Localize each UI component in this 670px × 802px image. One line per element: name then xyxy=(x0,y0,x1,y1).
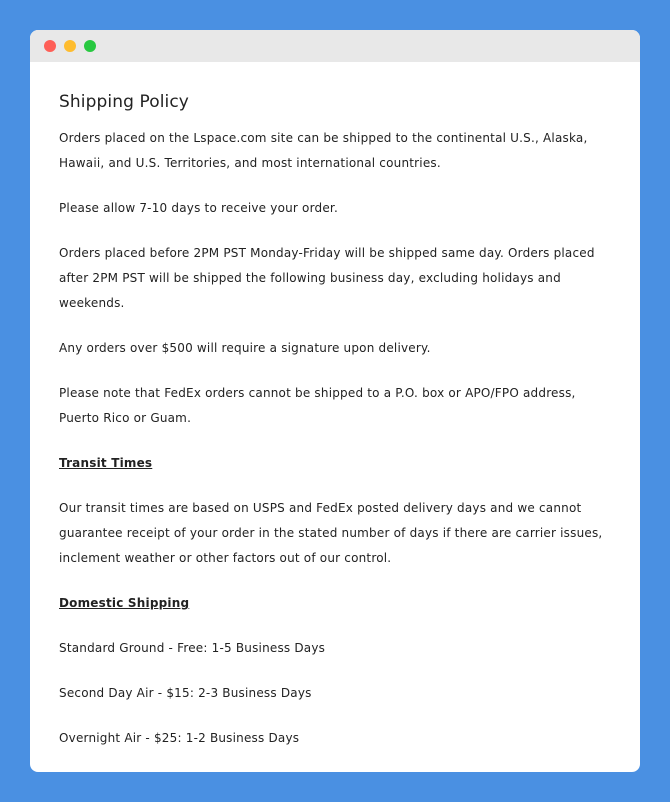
shipping-option-second-day: Second Day Air - $15: 2-3 Business Days xyxy=(59,686,312,700)
shipping-option-overnight: Overnight Air - $25: 1-2 Business Days xyxy=(59,731,300,745)
page-title: Shipping Policy xyxy=(59,92,189,112)
same-day-paragraph: Orders placed before 2PM PST Monday-Friday will be shipped same day. Orders placed after 2PM PST will be shipped the following business day, excluding holidays and weekends. xyxy=(59,246,595,310)
policy-content xyxy=(59,90,619,771)
signature-paragraph: Any orders over $500 will require a signature upon delivery. xyxy=(59,341,431,355)
transit-times-paragraph: Our transit times are based on USPS and FedEx posted delivery days and we cannot guarantee receipt of your order in the stated number of days if there are carrier issues, inclement weather or other factors out of our control. xyxy=(59,501,603,565)
window-titlebar xyxy=(30,30,640,62)
fedex-restriction-paragraph: Please note that FedEx orders cannot be shipped to a P.O. box or APO/FPO address, Puerto Rico or Guam. xyxy=(59,386,576,425)
shipping-option-standard: Standard Ground - Free: 1-5 Business Days xyxy=(59,641,326,655)
close-window-icon[interactable] xyxy=(44,40,56,52)
maximize-window-icon[interactable] xyxy=(84,40,96,52)
browser-window xyxy=(30,30,640,772)
delivery-time-paragraph: Please allow 7-10 days to receive your order. xyxy=(59,201,338,215)
minimize-window-icon[interactable] xyxy=(64,40,76,52)
transit-times-heading: Transit Times xyxy=(59,456,153,470)
domestic-shipping-heading: Domestic Shipping xyxy=(59,596,190,610)
intro-paragraph: Orders placed on the Lspace.com site can be shipped to the continental U.S., Alaska, Hawaii, and U.S. Territories, and most international countries. xyxy=(59,131,588,170)
